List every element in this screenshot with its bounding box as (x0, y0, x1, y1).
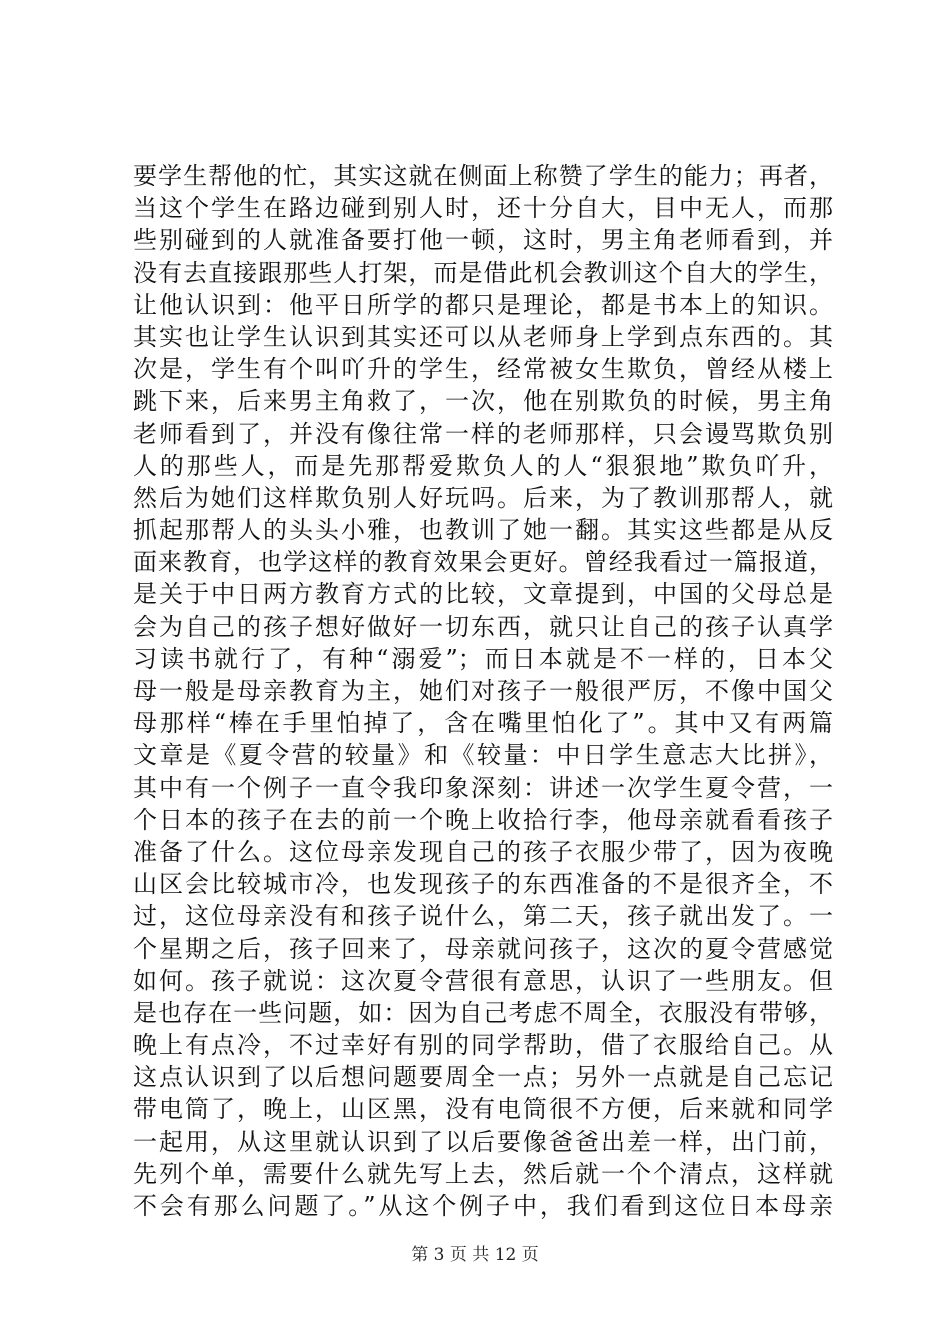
text-line: 晚上有点冷，不过幸好有别的同学帮助，借了衣服给自己。从 (133, 1031, 833, 1060)
text-line: 过，这位母亲没有和孩子说什么，第二天，孩子就出发了。一 (133, 902, 833, 931)
text-line: 先列个单，需要什么就先写上去，然后就一个个清点，这样就 (133, 1159, 833, 1188)
text-line: 这点认识到了以后想问题要周全一点；另外一点就是自己忘记 (133, 1063, 833, 1092)
text-line: 面来教育，也学这样的教育效果会更好。曾经我看过一篇报道， (133, 548, 833, 577)
text-line: 母那样“棒在手里怕掉了，含在嘴里怕化了”。其中又有两篇 (133, 709, 833, 738)
text-line: 次是，学生有个叫吖升的学生，经常被女生欺负，曾经从楼上 (133, 355, 833, 384)
text-line: 其中有一个例子一直令我印象深刻：讲述一次学生夏令营，一 (133, 773, 833, 802)
text-line: 是关于中日两方教育方式的比较，文章提到，中国的父母总是 (133, 580, 833, 609)
text-line: 跳下来，后来男主角救了，一次，他在别欺负的时候，男主角 (133, 387, 833, 416)
text-line: 山区会比较城市冷，也发现孩子的东西准备的不是很齐全，不 (133, 870, 833, 899)
page-number-footer: 第 3 页 共 12 页 (411, 1245, 539, 1265)
text-line: 老师看到了，并没有像往常一样的老师那样，只会谩骂欺负别 (133, 419, 833, 448)
body-text (133, 160, 833, 1222)
text-line: 不会有那么问题了。”从这个例子中，我们看到这位日本母亲 (133, 1192, 833, 1220)
text-line: 些别碰到的人就准备要打他一顿，这时，男主角老师看到，并 (133, 226, 833, 255)
text-line: 人的那些人，而是先那帮爱欺负人的人“狠狠地”欺负吖升， (133, 451, 833, 480)
text-line: 让他认识到：他平日所学的都只是理论，都是书本上的知识。 (133, 290, 833, 319)
text-line: 抓起那帮人的头头小雅，也教训了她一翻。其实这些都是从反 (133, 516, 833, 545)
text-line: 没有去直接跟那些人打架，而是借此机会教训这个自大的学生， (133, 258, 833, 287)
text-line: 习读书就行了，有种“溺爱”；而日本就是不一样的，日本父 (133, 644, 833, 673)
text-line: 准备了什么。这位母亲发现自己的孩子衣服少带了，因为夜晚 (133, 837, 833, 866)
text-line: 带电筒了，晚上，山区黑，没有电筒很不方便，后来就和同学 (133, 1095, 833, 1124)
text-line: 当这个学生在路边碰到别人时，还十分自大，目中无人，而那 (133, 194, 833, 223)
text-line: 母一般是母亲教育为主，她们对孩子一般很严厉，不像中国父 (133, 677, 833, 705)
text-line: 一起用，从这里就认识到了以后要像爸爸出差一样，出门前， (133, 1127, 833, 1156)
text-line: 会为自己的孩子想好做好一切东西，就只让自己的孩子认真学 (133, 612, 833, 641)
text-line: 如何。孩子就说：这次夏令营很有意思，认识了一些朋友。但 (133, 966, 833, 995)
text-line: 然后为她们这样欺负别人好玩吗。后来，为了教训那帮人，就 (133, 483, 833, 512)
text-line: 文章是《夏令营的较量》和《较量：中日学生意志大比拼》， (133, 741, 833, 770)
text-line: 其实也让学生认识到其实还可以从老师身上学到点东西的。其 (133, 322, 833, 351)
text-line: 个日本的孩子在去的前一个晚上收拾行李，他母亲就看看孩子 (133, 805, 833, 834)
text-line: 是也存在一些问题，如：因为自己考虑不周全，衣服没有带够， (133, 998, 833, 1027)
text-line: 要学生帮他的忙，其实这就在侧面上称赞了学生的能力；再者， (133, 162, 833, 190)
text-line: 个星期之后，孩子回来了，母亲就问孩子，这次的夏令营感觉 (133, 934, 833, 963)
